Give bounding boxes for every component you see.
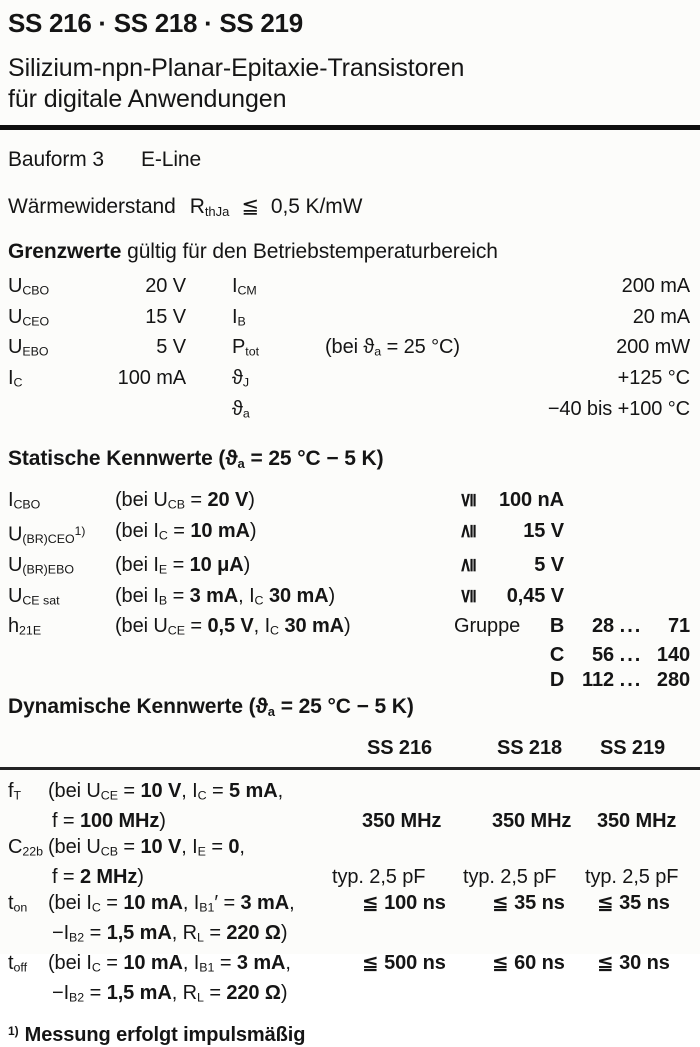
less-equal-symbol: ≦ [455,491,478,509]
table-row [8,583,690,614]
divider-top [0,125,700,130]
value-ss216: 350 MHz [362,810,442,833]
parameter-symbol: $U_{CE sat}$ [8,584,60,608]
range-separator: ... [619,644,643,667]
page-title: SS 216 · SS 218 · SS 219 [8,8,303,38]
group-range-from: 112 [582,669,614,692]
test-condition: (bei $I_B = 3$ mA, $I_C$ 30 mA) [115,584,336,608]
table-row [8,518,690,552]
test-condition: $-I_{B2} = 1,5$ mA, $R_L = 220$ Ω) [52,982,288,1005]
test-condition: (bei $ϑ_a = 25$ °C) [325,336,460,360]
spacer [8,668,546,693]
parameter-symbol [8,396,108,427]
group-name: D [549,669,565,692]
column-header-ss216: SS 216 [367,737,433,760]
parameter-symbol: $U_{CEO}$ [8,305,50,329]
value-ss216: ≦ 500 ns [362,952,446,975]
package-line [8,148,690,172]
parameter-value: 5 V [534,554,564,577]
value-ss219: ≦ 30 ns [597,952,670,975]
parameter-symbol: $U_{EBO}$ [8,336,49,360]
test-condition: (bei $U_{CE} = 0,5$ V, $I_C$ 30 mA) [115,614,351,638]
thermal-relation: ≦ [241,195,259,218]
value-ss219: typ. 2,5 pF [585,866,679,889]
parameter-symbol: $U_{(BR)EBO}$ [8,554,74,577]
parameter-symbol: $C_{22b}$ [8,835,44,859]
table-row [8,552,690,583]
test-condition: (bei $I_C = 10$ mA) [115,520,257,543]
table-row [8,891,690,921]
section-condition: ($ϑ_a = 25$ °C − 5 K) [248,695,414,720]
divider-table [0,767,700,770]
value-ss216: typ. 2,5 pF [332,866,426,889]
parameter-value: 20 mA [632,305,690,328]
greater-equal-symbol: ≧ [455,556,478,574]
parameter-value: 200 mW [616,336,690,359]
parameter-value [108,396,186,427]
test-condition: f = 100 MHz) [52,810,166,833]
test-condition: f = 2 MHz) [52,866,144,889]
footnote-marker: 1) [8,1024,19,1039]
column-header-ss218: SS 218 [497,737,563,760]
test-condition: $-I_{B2} = 1,5$ mA, $R_L = 220$ Ω) [52,921,288,945]
group-range-to: 280 [656,669,690,692]
footnote-text: Messung erfolgt impulsmäßig [24,1023,306,1046]
type-columns-header [8,736,690,760]
table-row [8,981,690,1011]
test-condition: (bei $I_C = 10$ mA, $I_{B1} = 3$ mA, [48,952,291,975]
value-ss218: 350 MHz [492,810,572,833]
value-ss219: 350 MHz [597,810,677,833]
column-header-ss219: SS 219 [600,737,666,760]
group-name: B [549,614,565,637]
less-equal-symbol: ≦ [455,587,478,605]
range-separator: ... [619,614,643,637]
parameter-value: 15 V [523,520,564,543]
parameter-value: 100 mA [117,367,186,390]
parameter-value: 100 nA [499,489,564,512]
test-condition: (bei $U_{CB} = 20$ V) [115,489,255,513]
test-condition: (bei $I_C = 10$ mA, $I_{B1}' = 3$ mA, [48,891,295,915]
limits-heading [8,240,690,264]
test-condition: (bei $I_E = 10$ μA) [115,554,251,577]
dynamic-characteristics-table [8,779,690,1011]
test-condition [325,273,495,304]
parameter-value: 0,45 V [506,584,564,607]
table-row [8,334,690,365]
parameter-symbol: $t_{off}$ [8,952,28,975]
value-ss218: ≦ 60 ns [492,952,565,975]
thermal-symbol: $R_{thJa}$ [189,195,230,219]
parameter-symbol: $h_{21E}$ [8,614,42,638]
package-value: E-Line [140,148,202,171]
test-condition: (bei $U_{CB} = 10$ V, $I_E = 0$, [48,835,245,859]
limits-heading-rest: gültig für den Betriebstemperaturbereich [121,239,498,263]
value-ss218: ≦ 35 ns [492,891,565,914]
parameter-value: +125 °C [617,367,690,390]
relation-symbol [454,518,480,552]
group-name: C [549,644,565,667]
dynamic-characteristics-heading [8,694,690,724]
relation-symbol [454,583,480,614]
table-row [8,396,690,427]
package-label: Bauform 3 [8,148,104,171]
subtitle-line-1: Silizium-npn-Planar-Epitaxie-Transistoren [8,54,465,82]
group-range-to: 140 [656,644,690,667]
test-condition [325,365,495,396]
parameter-symbol: $I_{CBO}$ [8,489,41,513]
table-row [8,779,690,809]
parameter-symbol: $f_T$ [8,780,22,803]
table-row [8,835,690,865]
table-row [8,951,690,981]
value-ss218: typ. 2,5 pF [463,866,557,889]
parameter-symbol: $I_C$ [8,367,23,390]
table-row [8,921,690,951]
parameter-symbol: $t_{on}$ [8,891,28,915]
section-title: Statische Kennwerte [8,447,213,471]
limits-heading-bold: Grenzwerte [8,239,122,263]
relation-symbol [454,487,480,518]
table-row [8,809,690,835]
greater-equal-symbol: ≧ [455,522,478,540]
thermal-label: Wärmewiderstand [8,195,176,218]
group-range-from: 28 [591,614,614,637]
table-row [8,865,690,891]
table-row [8,273,690,304]
parameter-symbol: $P_{tot}$ [232,336,260,360]
test-condition [325,304,495,335]
group-label: Gruppe [454,614,521,637]
parameter-symbol: $ϑ_J$ [232,367,250,390]
table-row [8,487,690,518]
section-title: Dynamische Kennwerte [8,695,243,719]
parameter-value: 5 V [156,336,186,359]
subtitle-line-2: für digitale Anwendungen [8,85,287,113]
static-characteristics-heading [8,446,690,476]
test-condition: (bei $U_{CE} = 10$ V, $I_C = 5$ mA, [48,780,284,803]
limits-table [8,273,690,427]
parameter-value: 200 mA [621,274,690,297]
test-condition [325,396,495,427]
gain-group-row [8,643,690,668]
parameter-symbol: $ϑ_a$ [232,397,250,421]
parameter-value: 20 V [145,274,186,297]
parameter-symbol: $I_{CM}$ [232,274,257,298]
page-subtitle [8,53,690,115]
gain-group-row [8,614,690,644]
parameter-symbol: $I_B$ [232,305,246,329]
table-row [8,304,690,335]
group-range-to: 71 [667,614,690,637]
group-range-from: 56 [591,644,614,667]
footnote [8,1019,690,1046]
parameter-value: −40 bis +100 °C [547,397,690,420]
parameter-symbol: $U_{CBO}$ [8,274,50,298]
thermal-resistance-line [8,195,690,224]
range-separator: ... [619,669,643,692]
static-characteristics-table [8,487,690,693]
gain-group-row [8,668,690,693]
spacer [8,643,546,668]
value-ss216: ≦ 100 ns [362,891,446,914]
relation-symbol [454,552,480,583]
table-row [8,365,690,396]
thermal-value: 0,5 K/mW [270,195,363,218]
section-condition: ($ϑ_a = 25$ °C − 5 K) [218,447,384,472]
parameter-value: 15 V [145,305,186,328]
parameter-symbol: $U_{(BR)CEO}^{1)}$ [8,523,86,547]
value-ss219: ≦ 35 ns [597,891,670,914]
